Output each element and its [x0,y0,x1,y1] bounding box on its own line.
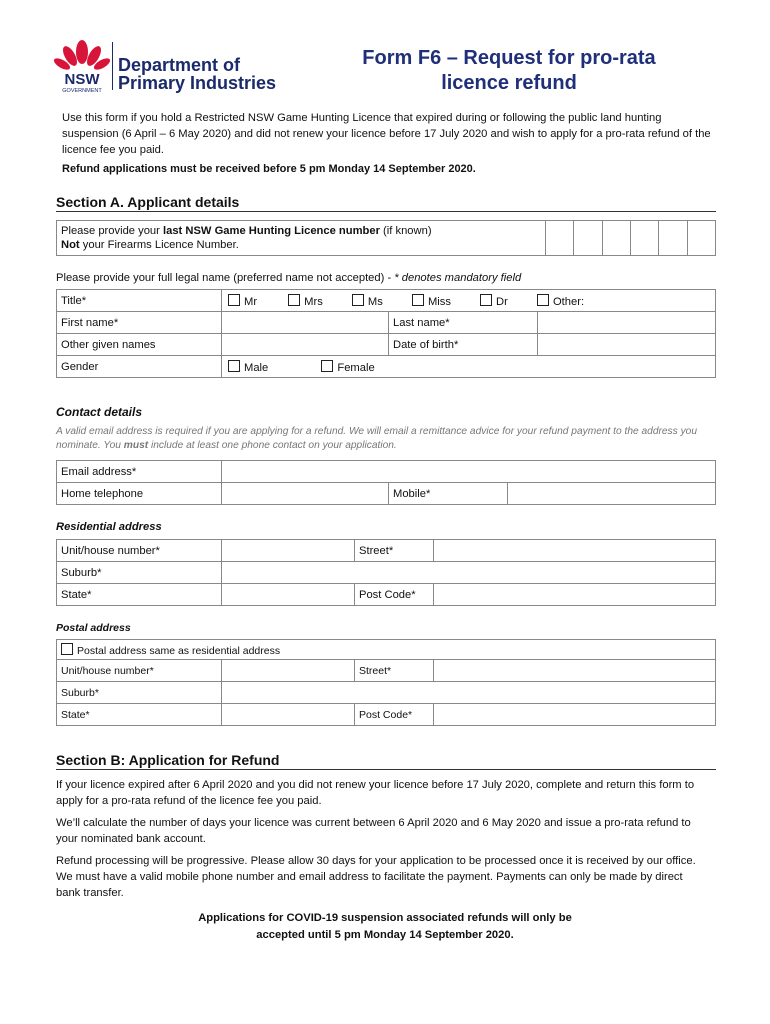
licence-digit-box[interactable] [659,221,687,256]
licence-digit-box[interactable] [546,221,574,256]
contact-note: A valid email address is required if you are applying for a refund. We will email a remittance advice for your refund payment to the address you nominate. You must include at least one phone contact on your application. [56,426,698,451]
res-suburb-field[interactable] [222,562,716,584]
checkbox[interactable] [412,294,424,306]
dob-field[interactable] [538,334,716,356]
title-options [222,290,716,312]
email-field[interactable] [222,461,716,483]
post-suburb-field[interactable] [222,682,716,704]
svg-text:GOVERNMENT: GOVERNMENT [62,88,102,94]
checkbox[interactable] [537,294,549,306]
post-street-field[interactable] [434,660,716,682]
postal-address-table [56,639,716,726]
email-label: Email address* [57,461,222,483]
svg-text:NSW: NSW [64,71,100,88]
post-suburb-label: Suburb* [57,682,222,704]
refund-paragraph-3: Refund processing will be progressive. Please allow 30 days for your application to be processed once it is received by our office. We must have a valid mobile phone number and email address to facilitate the payment. Payments can only be made by direct bank transfer. [56,855,696,899]
residential-address-table [56,539,716,606]
other-names-label: Other given names [57,334,222,356]
title-option-other[interactable]: Other: [537,296,584,308]
licence-digit-box[interactable] [687,221,715,256]
res-unit-field[interactable] [222,540,355,562]
intro-text: Use this form if you hold a Restricted NSW Game Hunting Licence that expired during or following the public land hunting suspension (6 April – 6 May 2020) and did not renew your licence before 17 July 2020 and wish to apply for a pro-rata refund of the licence fee you paid. [62,112,711,156]
res-state-field[interactable] [222,584,355,606]
checkbox[interactable] [228,360,240,372]
licence-digit-box[interactable] [630,221,658,256]
gender-label: Gender [57,356,222,378]
postal-address-heading: Postal address [56,622,131,634]
applicant-name-table [56,289,716,378]
form-title: Form F6 – Request for pro-rata licence refund [362,47,656,94]
post-state-label: State* [57,704,222,726]
dob-label: Date of birth* [389,334,538,356]
res-street-field[interactable] [434,540,716,562]
licence-digit-box[interactable] [574,221,602,256]
checkbox[interactable] [61,643,73,655]
checkbox[interactable] [480,294,492,306]
licence-number-prompt: Please provide your last NSW Game Hunting Licence number (if known) Not your Firearms Licence Number. [57,221,546,256]
deadline-notice: Refund applications must be received before 5 pm Monday 14 September 2020. [62,163,476,175]
department-name: Department of Primary Industries [118,55,277,93]
section-b-rule [56,769,716,770]
residential-address-heading: Residential address [56,521,162,533]
home-telephone-label: Home telephone [57,483,222,505]
post-unit-field[interactable] [222,660,355,682]
postal-same-option[interactable]: Postal address same as residential address [57,640,716,660]
checkbox[interactable] [228,294,240,306]
name-prompt: Please provide your full legal name (preferred name not accepted) - * denotes mandatory field [56,272,522,284]
refund-paragraph-2: We’ll calculate the number of days your licence was current between 6 April 2020 and 6 May 2020 and issue a pro-rata refund to your nominated bank account. [56,817,691,845]
res-state-label: State* [57,584,222,606]
other-names-field[interactable] [222,334,389,356]
post-unit-label: Unit/house number* [57,660,222,682]
res-postcode-field[interactable] [434,584,716,606]
contact-details-heading: Contact details [56,405,143,419]
section-a-heading: Section A. Applicant details [56,194,240,210]
mobile-field[interactable] [508,483,716,505]
checkbox[interactable] [288,294,300,306]
section-b-heading: Section B: Application for Refund [56,752,280,768]
res-suburb-label: Suburb* [57,562,222,584]
contact-table [56,460,716,505]
post-street-label: Street* [355,660,434,682]
post-postcode-label: Post Code* [355,704,434,726]
res-unit-label: Unit/house number* [57,540,222,562]
gender-option-female[interactable]: Female [321,362,374,374]
title-option-mrs[interactable]: Mrs [288,296,323,308]
first-name-label: First name* [57,312,222,334]
logo-divider [112,42,113,90]
title-option-dr[interactable]: Dr [480,296,508,308]
checkbox[interactable] [352,294,364,306]
last-name-field[interactable] [538,312,716,334]
res-street-label: Street* [355,540,434,562]
post-state-field[interactable] [222,704,355,726]
first-name-field[interactable] [222,312,389,334]
title-label: Title* [57,290,222,312]
last-name-label: Last name* [389,312,538,334]
res-postcode-label: Post Code* [355,584,434,606]
home-telephone-field[interactable] [222,483,389,505]
waratah-icon [52,38,112,94]
refund-paragraph-1: If your licence expired after 6 April 2020 and you did not renew your licence before 17 July 2020, complete and return this form to apply for a pro-rata refund of the licence fee you paid. [56,779,695,807]
closing-notice: Applications for COVID-19 suspension associated refunds will only be accepted until 5 pm Monday 14 September 2020. [198,912,572,941]
title-option-mr[interactable]: Mr [228,296,257,308]
title-option-miss[interactable]: Miss [412,296,451,308]
gender-option-male[interactable]: Male [228,362,268,374]
section-a-rule [56,211,716,212]
mobile-label: Mobile* [389,483,508,505]
licence-digit-box[interactable] [602,221,630,256]
checkbox[interactable] [321,360,333,372]
licence-number-table [56,220,716,256]
post-postcode-field[interactable] [434,704,716,726]
gender-options [222,356,716,378]
title-option-ms[interactable]: Ms [352,296,383,308]
